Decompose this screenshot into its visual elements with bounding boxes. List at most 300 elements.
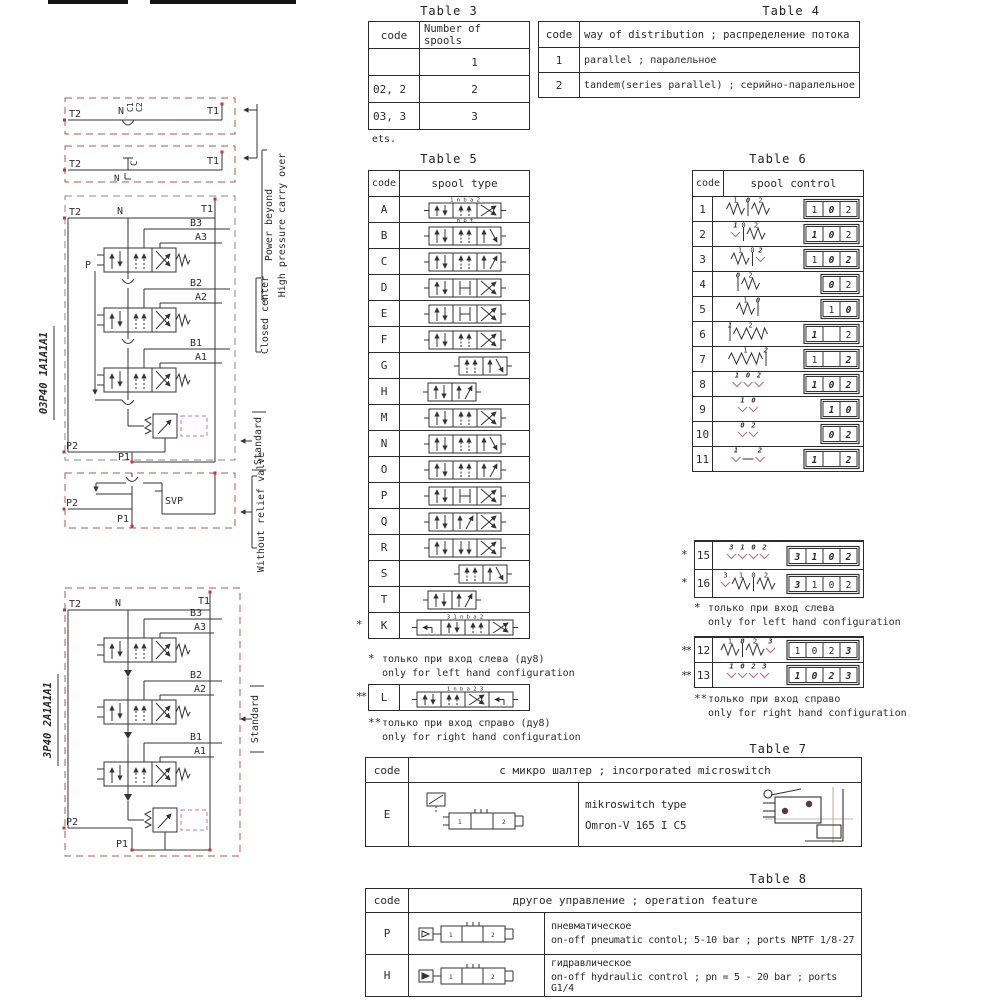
cell-code: E <box>369 301 400 326</box>
position-diagram <box>783 397 863 421</box>
table6-row-3 <box>693 246 863 271</box>
table3-header-row <box>369 22 529 48</box>
svg-text:0: 0 <box>845 405 852 416</box>
table5-row-O <box>369 456 529 482</box>
caption-standard: Standard <box>250 694 261 744</box>
svg-text:1: 1 <box>733 197 738 205</box>
cell-code: Q <box>369 509 400 534</box>
asterisk: * <box>681 548 686 561</box>
position-boxes <box>783 447 861 471</box>
cell-code: 8 <box>693 372 713 396</box>
table6-row-4 <box>693 271 863 296</box>
spool-control-glyph <box>713 638 783 662</box>
spool-symbol <box>400 405 529 430</box>
asterisk: ** <box>681 644 691 657</box>
cell-code: K <box>369 613 400 638</box>
svg-text:1: 1 <box>811 330 818 341</box>
svg-text:1: 1 <box>729 663 734 671</box>
table5-row-R <box>369 534 529 560</box>
spool-control-glyph <box>713 297 783 321</box>
table-row <box>369 102 529 129</box>
spool-symbol-drawing <box>423 250 507 274</box>
microswitch-drawing <box>747 785 857 845</box>
position-diagram <box>783 272 863 296</box>
port-label: T2 <box>69 159 82 170</box>
microswitch-type-label: mikroswitch type <box>585 797 687 811</box>
position-boxes <box>783 372 861 396</box>
position-diagram <box>783 663 863 687</box>
cell-code: H <box>383 969 391 982</box>
port-label: P1 <box>117 514 130 525</box>
svg-text:2: 2 <box>845 430 852 441</box>
table5-row-C <box>369 248 529 274</box>
svg-text:0: 0 <box>811 646 818 657</box>
hydraulic-circuit-diagrams <box>0 0 320 1000</box>
spool-symbol <box>400 431 529 456</box>
port-label: B1 <box>190 732 203 743</box>
valve-mark: 1 <box>448 931 453 939</box>
note-ru: только при вход справо <box>708 694 841 705</box>
port-label: P2 <box>66 441 79 452</box>
svg-text:2: 2 <box>828 671 835 682</box>
caption-high-pressure: High pressure carry over <box>277 152 288 298</box>
svg-text:1: 1 <box>727 638 733 646</box>
asterisk: ** <box>356 690 366 703</box>
spool-symbol <box>400 197 529 222</box>
position-diagram <box>783 542 863 569</box>
cell-code: 7 <box>693 347 713 371</box>
spool-symbol-drawing <box>453 354 513 378</box>
port-label: N <box>114 174 120 184</box>
valve-schematic <box>408 955 544 996</box>
svg-text:1: 1 <box>811 355 818 366</box>
spool-control-drawing <box>713 197 783 221</box>
spool-symbol <box>400 613 529 638</box>
cell-code: 4 <box>693 272 713 296</box>
position-diagram <box>783 297 863 321</box>
svg-text:2: 2 <box>748 272 753 280</box>
spool-symbol-drawing <box>411 613 519 638</box>
cell-code: M <box>369 405 400 430</box>
port-label: A1 <box>195 352 208 363</box>
svg-text:1 n b a 2: 1 n b a 2 <box>449 197 480 204</box>
position-diagram <box>783 197 863 221</box>
circuit-top-labels <box>38 102 288 572</box>
position-boxes <box>783 297 861 321</box>
port-label: N <box>118 106 125 117</box>
spool-symbol-drawing <box>423 406 507 430</box>
valve-mark: 2 <box>490 931 495 939</box>
spool-control-drawing <box>713 347 783 371</box>
table7-title: Table 7 <box>749 742 807 756</box>
col-header: way of distribution ; распределение потока <box>579 22 859 47</box>
table5-row-F <box>369 326 529 352</box>
note-ru: только при вход слева <box>708 603 835 614</box>
cell-code: H <box>369 379 400 404</box>
position-diagram <box>783 322 863 346</box>
svg-text:1: 1 <box>743 347 748 355</box>
spool-control-drawing <box>713 572 783 596</box>
table8 <box>365 888 862 997</box>
table6-extra-left-block <box>681 540 864 598</box>
spool-symbol-drawing <box>423 432 507 456</box>
svg-text:0: 0 <box>828 230 835 241</box>
feature-ru: пневматическое <box>551 921 632 932</box>
svg-text:0: 0 <box>751 543 756 551</box>
table5-row-G <box>369 352 529 378</box>
port-label: T2 <box>69 599 82 610</box>
svg-text:0: 0 <box>845 305 852 316</box>
table7-row-E <box>366 782 861 846</box>
position-diagram <box>783 447 863 471</box>
svg-text:2: 2 <box>845 280 852 291</box>
table5-header-row <box>369 171 529 196</box>
cell-code: 13 <box>695 663 713 687</box>
spool-control-glyph <box>713 197 783 221</box>
table5-title: Table 5 <box>420 152 478 166</box>
spool-symbol <box>400 483 529 508</box>
svg-text:2: 2 <box>751 663 756 671</box>
svg-text:2: 2 <box>845 255 852 266</box>
circuit-bottom <box>58 588 264 856</box>
cropped-text-bar <box>48 0 128 4</box>
position-boxes <box>783 322 861 346</box>
svg-text:2: 2 <box>757 447 763 455</box>
valve-mark: 1 <box>457 819 462 826</box>
spool-control-drawing <box>713 297 783 321</box>
svg-text:2: 2 <box>758 247 763 255</box>
caption-closed-center: Closed center <box>260 275 271 355</box>
position-diagram <box>783 422 863 446</box>
table6-row-8 <box>693 371 863 396</box>
port-label: A2 <box>194 684 207 695</box>
spool-symbol <box>400 535 529 560</box>
cell-code: E <box>383 808 391 821</box>
table-row <box>539 72 859 97</box>
svg-text:1: 1 <box>743 297 748 305</box>
port-label: T2 <box>69 207 82 218</box>
cell-code: S <box>369 561 400 586</box>
spool-symbol-drawing <box>423 224 507 248</box>
table7-header-row <box>366 758 861 782</box>
table6 <box>692 170 864 472</box>
svg-text:0: 0 <box>828 430 835 441</box>
svg-text:1: 1 <box>733 222 738 230</box>
svg-text:1: 1 <box>794 671 801 682</box>
table6-row-1 <box>693 196 863 221</box>
cell-value: tandem(series parallel) ; серийно-паралельное <box>579 73 859 97</box>
pneumatic-valve-icon <box>417 916 537 952</box>
model-label-top: 03P40 1A1A1A1 <box>38 331 50 415</box>
position-boxes <box>783 638 861 662</box>
svg-text:2: 2 <box>845 579 852 591</box>
port-label: A3 <box>194 622 207 633</box>
spool-symbol <box>400 509 529 534</box>
port-label: T1 <box>198 596 211 607</box>
svg-text:0: 0 <box>811 671 818 682</box>
spool-symbol <box>400 301 529 326</box>
cell-code: 15 <box>695 542 713 569</box>
position-boxes <box>783 663 861 687</box>
table6-row-13 <box>681 662 863 687</box>
asterisk: ** <box>681 669 691 682</box>
asterisk: * <box>681 576 686 589</box>
model-label-bottom: 3P40 2A1A1A1 <box>42 682 54 758</box>
cell-value: 1 <box>419 49 529 75</box>
cell-value: 2 <box>419 76 529 102</box>
svg-text:1 n b a 2 3: 1 n b a 2 3 <box>446 686 483 693</box>
table6-note-right <box>694 692 907 720</box>
svg-text:0: 0 <box>828 380 835 391</box>
table5-row-B <box>369 222 529 248</box>
table8-title: Table 8 <box>749 872 807 886</box>
asterisk: ** <box>368 716 382 729</box>
spool-control-glyph <box>713 542 783 569</box>
spool-control-glyph <box>713 347 783 371</box>
svg-text:2: 2 <box>845 355 852 366</box>
port-label: C1 <box>126 102 135 112</box>
spool-symbol-drawing <box>411 685 519 710</box>
spool-control-glyph <box>713 372 783 396</box>
svg-text:3: 3 <box>845 646 852 657</box>
col-header: code <box>693 171 724 196</box>
caption-power-beyond: Power beyond <box>264 188 275 262</box>
cropped-text-bar <box>150 0 296 4</box>
spool-symbol-drawing <box>423 484 507 508</box>
table5-row-N <box>369 430 529 456</box>
spool-control-drawing <box>713 638 783 662</box>
junction-dots <box>63 591 212 852</box>
cell-code: C <box>369 249 400 274</box>
spool-control-glyph <box>713 272 783 296</box>
spool-control-drawing <box>713 663 783 687</box>
svg-text:0: 0 <box>740 422 745 430</box>
table6-title: Table 6 <box>749 152 807 166</box>
svg-text:2: 2 <box>763 347 769 355</box>
spool-control-glyph <box>713 570 783 597</box>
svg-text:1: 1 <box>828 405 835 416</box>
svg-text:0: 0 <box>745 372 751 380</box>
spool-symbol <box>400 587 529 612</box>
port-label: P2 <box>66 817 79 828</box>
cell-code: A <box>369 197 400 222</box>
valve-schematic <box>408 913 544 954</box>
note-en: only for left hand configuration <box>382 668 575 679</box>
position-diagram <box>783 372 863 396</box>
position-boxes <box>783 347 861 371</box>
col-header: с микро шалтер ; incorporated microswitch <box>408 758 861 782</box>
feature-en: on-off pneumatic contol; 5-10 bar ; ports NPTF 1/8-27 <box>551 935 855 946</box>
spool-symbol <box>400 685 529 710</box>
port-label: P2 <box>66 498 79 509</box>
position-boxes <box>783 197 861 221</box>
spool-symbol-drawing <box>453 562 513 586</box>
svg-text:0: 0 <box>828 280 835 291</box>
svg-text:1: 1 <box>740 397 745 405</box>
spool-control-drawing <box>713 447 783 471</box>
cell-code: N <box>369 431 400 456</box>
svg-text:3: 3 <box>845 671 852 682</box>
svg-text:2: 2 <box>763 571 769 579</box>
table4-header-row <box>539 22 859 47</box>
svg-text:3 1 n b a 2: 3 1 n b a 2 <box>446 614 483 621</box>
table3-title: Table 3 <box>420 4 478 18</box>
cell-description <box>544 913 861 954</box>
svg-text:1: 1 <box>794 646 801 657</box>
cell-code: T <box>369 587 400 612</box>
svg-text:1: 1 <box>811 551 818 563</box>
svg-text:0: 0 <box>751 397 756 405</box>
table5-row-K <box>356 612 529 638</box>
asterisk: ** <box>694 692 708 705</box>
port-label: A1 <box>194 746 207 757</box>
port-label: C2 <box>135 102 144 112</box>
svg-text:3: 3 <box>729 543 734 551</box>
position-diagram <box>783 347 863 371</box>
table-row <box>539 47 859 72</box>
valve-mark: 2 <box>490 973 495 981</box>
note-en: only for right hand configuration <box>708 708 907 719</box>
port-label: T1 <box>207 106 220 117</box>
spool-control-drawing <box>713 397 783 421</box>
spool-symbol <box>400 353 529 378</box>
port-label: P1 <box>118 452 131 463</box>
spool-symbol-drawing <box>423 328 507 352</box>
table3-footnote: ets. <box>372 134 397 145</box>
note-ru: только при вход справо (ду8) <box>382 718 551 729</box>
svg-text:0: 0 <box>741 222 746 230</box>
svg-text:2: 2 <box>845 205 852 216</box>
position-boxes <box>783 572 861 596</box>
position-boxes <box>783 544 861 568</box>
svg-text:0: 0 <box>751 571 756 579</box>
cell-code: 16 <box>695 570 713 597</box>
col-header: code <box>373 894 401 907</box>
cell-code: G <box>369 353 400 378</box>
col-header: code <box>380 28 408 42</box>
cell-code: P <box>369 483 400 508</box>
svg-text:1: 1 <box>737 247 743 255</box>
table6-row-7 <box>693 346 863 371</box>
table6-row-2 <box>693 221 863 246</box>
table5-row-A <box>369 196 529 222</box>
caption-standard: Standard <box>253 416 264 466</box>
cell-code: B <box>369 223 400 248</box>
table6-extra-right-block <box>681 636 864 688</box>
valve-mark: 2 <box>501 819 506 826</box>
spool-control-glyph <box>713 397 783 421</box>
cell-description <box>578 783 861 846</box>
port-label: A2 <box>195 292 208 303</box>
col-header: code <box>369 171 400 196</box>
svg-text:0: 0 <box>828 205 835 216</box>
cell-code: R <box>369 535 400 560</box>
table8-row-H <box>366 954 861 996</box>
microswitch-valve-icon <box>419 787 569 842</box>
table5-row-L <box>356 685 529 710</box>
cell-code: 03, 3 <box>373 109 407 123</box>
table5-row-S <box>369 560 529 586</box>
cell-value: parallel ; паралельное <box>579 48 859 72</box>
spool-control-drawing <box>713 272 783 296</box>
cell-code: L <box>369 685 400 710</box>
position-boxes <box>783 397 861 421</box>
spool-symbol <box>400 249 529 274</box>
table5-l-row-block <box>356 684 530 711</box>
cell-code: 6 <box>693 322 713 346</box>
col-header: spool type <box>431 177 498 190</box>
table6-extra-right <box>681 637 863 687</box>
table-row <box>369 75 529 102</box>
svg-text:2: 2 <box>762 543 767 551</box>
port-label: A3 <box>195 232 208 243</box>
svg-text:3: 3 <box>794 579 801 591</box>
cell-description <box>544 955 861 996</box>
svg-text:1: 1 <box>733 447 739 455</box>
valve-mark: 1 <box>448 973 453 981</box>
spool-symbol-drawing <box>423 536 507 560</box>
cell-code: 3 <box>693 247 713 271</box>
position-diagram <box>783 247 863 271</box>
table7 <box>365 757 862 847</box>
asterisk: * <box>694 601 701 614</box>
spool-symbol <box>400 223 529 248</box>
port-label: T1 <box>201 204 214 215</box>
microswitch-model: Omron-V 165 I C5 <box>585 818 687 832</box>
port-label: B3 <box>190 608 203 619</box>
svg-text:3: 3 <box>723 571 728 579</box>
table5-row-E <box>369 300 529 326</box>
svg-text:2: 2 <box>751 422 756 430</box>
svg-text:n p t: n p t <box>456 218 473 223</box>
svg-text:2: 2 <box>758 197 763 205</box>
table6-row-16 <box>681 569 863 597</box>
cell-code: D <box>369 275 400 300</box>
table8-row-P <box>366 912 861 954</box>
spool-symbol <box>400 457 529 482</box>
svg-text:2: 2 <box>845 551 852 563</box>
table5-note-left <box>368 652 575 680</box>
spool-symbol <box>400 275 529 300</box>
cell-code: 2 <box>693 222 713 246</box>
svg-text:2: 2 <box>753 222 759 230</box>
svg-text:1: 1 <box>727 322 733 330</box>
svg-text:3: 3 <box>768 638 773 646</box>
table6-row-15 <box>681 541 863 569</box>
svg-text:0: 0 <box>745 197 751 205</box>
table5-note-right <box>368 716 581 744</box>
table6-body <box>693 196 863 471</box>
table5-row-H <box>369 378 529 404</box>
port-label: B1 <box>190 338 203 349</box>
svg-text:1: 1 <box>811 230 818 241</box>
svg-text:0: 0 <box>828 255 835 266</box>
position-boxes <box>783 247 861 271</box>
port-label: N <box>115 598 122 609</box>
svg-text:0: 0 <box>755 297 761 305</box>
spool-symbol <box>400 327 529 352</box>
spool-control-glyph <box>713 247 783 271</box>
feature-en: on-off hydraulic control ; pn = 5 - 20 bar ; ports G1/4 <box>551 971 838 994</box>
cell-code: 1 <box>693 197 713 221</box>
spool-symbol-drawing <box>423 458 507 482</box>
table5-row-P <box>369 482 529 508</box>
port-label: C <box>130 160 140 166</box>
position-boxes <box>783 222 861 246</box>
spool-symbol-drawing <box>423 510 507 534</box>
table8-header-row <box>366 889 861 912</box>
port-label: N <box>117 206 124 217</box>
